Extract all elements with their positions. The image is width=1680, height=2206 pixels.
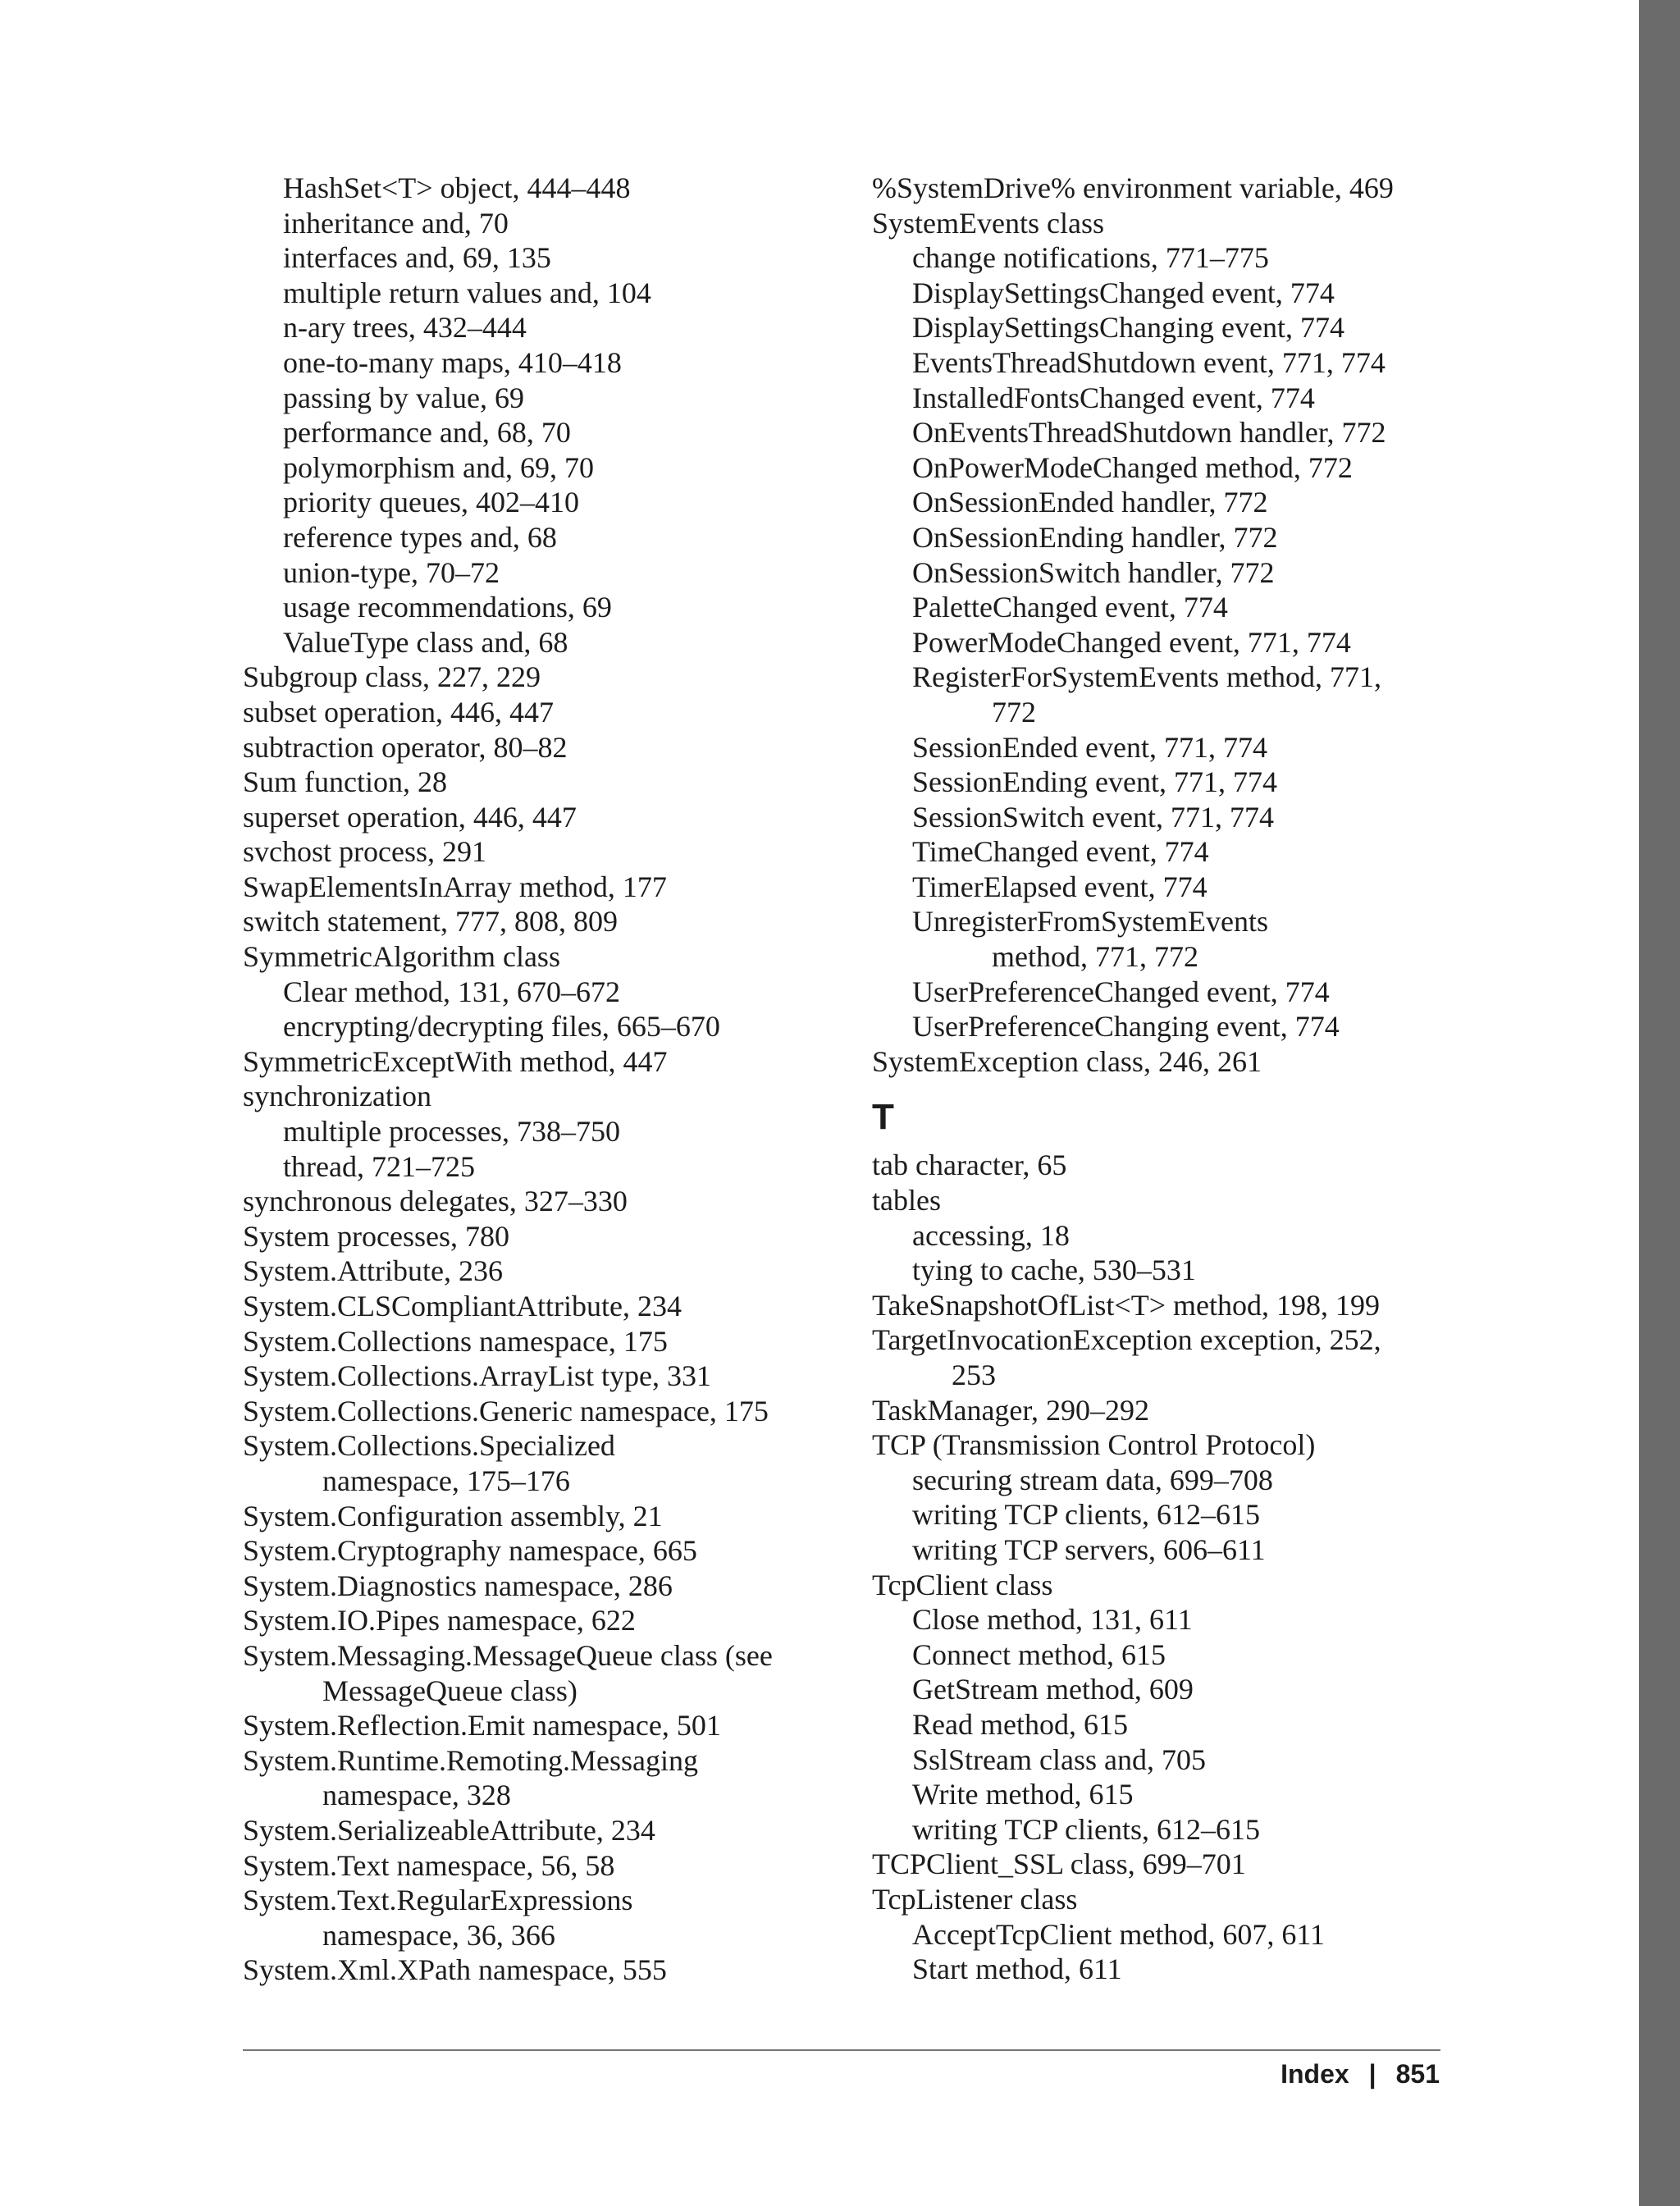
- index-entry-text: TcpClient class: [872, 1568, 1053, 1601]
- index-subentry: [872, 1602, 1471, 1637]
- index-entry: [243, 904, 842, 939]
- index-entry-text: OnSessionSwitch handler, 772: [912, 555, 1275, 589]
- index-entry-text: polymorphism and, 69, 70: [283, 450, 594, 484]
- index-entry: [872, 1148, 1471, 1183]
- index-entry-text: TargetInvocationException exception, 252,: [872, 1323, 1381, 1357]
- page-edge-tab: [1639, 0, 1680, 2206]
- index-subentry: [872, 730, 1471, 765]
- index-entry-continuation: 772: [992, 695, 1036, 728]
- index-entry-text: OnSessionEnded handler, 772: [912, 486, 1268, 519]
- index-subentry: [872, 1253, 1471, 1288]
- index-subentry: [872, 1672, 1471, 1707]
- index-entry-text: DisplaySettingsChanging event, 774: [912, 311, 1344, 345]
- index-entry: [243, 695, 842, 730]
- index-subentry: [872, 1009, 1471, 1044]
- index-entry-text: Sum function, 28: [243, 765, 447, 799]
- footer-section-label: Index: [1281, 2059, 1349, 2089]
- index-entry: [243, 1394, 842, 1429]
- index-entry-text: Write method, 615: [912, 1778, 1134, 1811]
- index-entry-text: interfaces and, 69, 135: [283, 241, 551, 275]
- index-subentry: [243, 1009, 842, 1044]
- index-entry-text: ValueType class and, 68: [283, 625, 568, 659]
- index-subentry: [243, 171, 842, 206]
- index-entry-text: TimeChanged event, 774: [912, 835, 1209, 869]
- index-entry-continuation: method, 771, 772: [992, 940, 1198, 974]
- index-entry-text: switch statement, 777, 808, 809: [243, 905, 618, 939]
- index-entry: [243, 1499, 842, 1534]
- index-entry-text: tables: [872, 1184, 941, 1217]
- index-subentry: [243, 206, 842, 241]
- index-entry: [872, 1288, 1471, 1323]
- index-entry-text: encrypting/decrypting files, 665–670: [283, 1010, 720, 1044]
- index-subentry: [872, 381, 1471, 416]
- index-subentry: [243, 1114, 842, 1149]
- index-entry: [243, 1079, 842, 1114]
- index-subentry: [872, 1777, 1471, 1812]
- index-entry: [243, 1603, 842, 1638]
- index-entry: [243, 1359, 842, 1394]
- index-column-right: [872, 171, 1471, 1987]
- index-entry: [243, 765, 842, 800]
- index-subentry: [243, 485, 842, 520]
- index-entry-text: System.Collections namespace, 175: [243, 1324, 668, 1358]
- index-subentry: [243, 450, 842, 486]
- index-subentry: [872, 590, 1471, 625]
- index-subentry: [872, 1952, 1471, 1987]
- index-entry: [872, 1183, 1471, 1218]
- index-subentry: [243, 590, 842, 625]
- index-entry-text: RegisterForSystemEvents method, 771,: [912, 660, 1381, 694]
- index-entry-text: SystemEvents class: [872, 206, 1104, 240]
- index-entry: [243, 1883, 842, 1953]
- index-subentry: [872, 1463, 1471, 1498]
- index-entry-text: SystemException class, 246, 261: [872, 1044, 1262, 1078]
- index-entry-text: System.Messaging.MessageQueue class (see: [243, 1638, 773, 1672]
- page-number: 851: [1395, 2059, 1440, 2089]
- index-entry-text: one-to-many maps, 410–418: [283, 345, 622, 379]
- index-entry-text: n-ary trees, 432–444: [283, 311, 527, 345]
- index-entry-continuation: 253: [952, 1359, 996, 1391]
- index-entry: [243, 1184, 842, 1219]
- index-entry-text: PaletteChanged event, 774: [912, 591, 1228, 624]
- index-entry-text: TCP (Transmission Control Protocol): [872, 1428, 1316, 1462]
- index-entry: [243, 1324, 842, 1359]
- index-entry: [243, 1254, 842, 1289]
- index-entry: [243, 730, 842, 765]
- index-entry-text: Read method, 615: [912, 1707, 1128, 1741]
- index-subentry: [872, 834, 1471, 870]
- index-entry-text: writing TCP clients, 612–615: [912, 1498, 1261, 1532]
- index-entry-text: DisplaySettingsChanged event, 774: [912, 276, 1335, 309]
- index-entry-text: System.IO.Pipes namespace, 622: [243, 1604, 636, 1637]
- index-entry: [243, 834, 842, 870]
- index-subentry: [243, 1149, 842, 1185]
- index-subentry: [872, 1637, 1471, 1673]
- index-entry-text: %SystemDrive% environment variable, 469: [872, 171, 1394, 204]
- index-entry-text: Start method, 611: [912, 1953, 1122, 1986]
- index-entry-text: UnregisterFromSystemEvents: [912, 905, 1268, 939]
- index-entry-text: TCPClient_SSL class, 699–701: [872, 1847, 1246, 1881]
- index-entry: [872, 1847, 1471, 1882]
- index-entry-text: HashSet<T> object, 444–448: [283, 171, 631, 204]
- index-subentry: [243, 975, 842, 1010]
- index-subentry: [872, 765, 1471, 800]
- index-entry: [243, 1708, 842, 1743]
- index-entry-continuation: namespace, 36, 366: [322, 1918, 555, 1952]
- index-entry-text: OnSessionEnding handler, 772: [912, 520, 1278, 554]
- index-entry-text: System.Collections.ArrayList type, 331: [243, 1359, 711, 1393]
- index-entry-text: System.Cryptography namespace, 665: [243, 1534, 697, 1568]
- index-entry-text: System.Xml.XPath namespace, 555: [243, 1953, 667, 1987]
- index-entry: [872, 1882, 1471, 1917]
- index-entry-text: Close method, 131, 611: [912, 1603, 1193, 1637]
- index-entry-text: TaskManager, 290–292: [872, 1393, 1149, 1427]
- index-entry: [243, 870, 842, 905]
- index-entry-text: System.Collections.Generic namespace, 175: [243, 1394, 769, 1427]
- index-subentry: [243, 625, 842, 660]
- index-entry-continuation: namespace, 175–176: [322, 1464, 570, 1497]
- index-subentry: [872, 1218, 1471, 1254]
- index-entry-text: OnEventsThreadShutdown handler, 772: [912, 416, 1386, 450]
- index-subentry: [243, 276, 842, 311]
- index-entry-text: subset operation, 446, 447: [243, 695, 554, 728]
- index-subentry: [243, 381, 842, 416]
- index-entry-text: synchronous delegates, 327–330: [243, 1185, 628, 1218]
- index-entry-text: union-type, 70–72: [283, 555, 500, 589]
- index-entry-text: UserPreferenceChanging event, 774: [912, 1010, 1340, 1044]
- index-subentry: [243, 310, 842, 345]
- index-subentry: [872, 660, 1471, 729]
- index-entry-text: Subgroup class, 227, 229: [243, 660, 541, 694]
- index-entry-text: superset operation, 446, 447: [243, 800, 577, 834]
- index-entry-text: SessionEnded event, 771, 774: [912, 730, 1267, 764]
- index-entry: [872, 1393, 1471, 1428]
- index-entry: [243, 1428, 842, 1498]
- index-entry: [872, 171, 1471, 206]
- index-entry-text: reference types and, 68: [283, 520, 557, 554]
- index-entry: [243, 1848, 842, 1884]
- index-entry-text: svchost process, 291: [243, 835, 486, 869]
- index-entry-text: subtraction operator, 80–82: [243, 730, 568, 764]
- index-entry-text: UserPreferenceChanged event, 774: [912, 975, 1330, 1008]
- index-entry-text: priority queues, 402–410: [283, 486, 579, 519]
- index-entry-text: tying to cache, 530–531: [912, 1254, 1196, 1287]
- index-entry: [243, 1289, 842, 1324]
- index-entry-text: System.SerializeableAttribute, 234: [243, 1813, 655, 1847]
- index-entry-text: GetStream method, 609: [912, 1673, 1194, 1706]
- index-entry-text: performance and, 68, 70: [283, 416, 571, 450]
- index-entry-text: System.Runtime.Remoting.Messaging: [243, 1743, 698, 1777]
- index-entry: [243, 660, 842, 695]
- index-entry: [243, 1743, 842, 1813]
- index-entry-continuation: MessageQueue class): [322, 1674, 578, 1707]
- index-entry-text: usage recommendations, 69: [283, 591, 612, 624]
- index-entry-text: multiple processes, 738–750: [283, 1115, 620, 1149]
- index-column-left: [243, 171, 842, 1988]
- index-entry-text: accessing, 18: [912, 1218, 1070, 1252]
- index-entry-text: InstalledFontsChanged event, 774: [912, 381, 1315, 414]
- index-subentry: [872, 625, 1471, 660]
- index-entry: [243, 939, 842, 975]
- index-subentry: [872, 276, 1471, 311]
- index-entry: [872, 1044, 1471, 1080]
- index-entry-text: synchronization: [243, 1080, 431, 1113]
- index-entry: [872, 1322, 1471, 1392]
- index-entry-text: System processes, 780: [243, 1219, 509, 1253]
- index-entry-text: EventsThreadShutdown event, 771, 774: [912, 345, 1386, 379]
- index-entry: [243, 1569, 842, 1604]
- index-subentry: [243, 415, 842, 450]
- index-subentry: [872, 520, 1471, 555]
- index-entry-text: securing stream data, 699–708: [912, 1463, 1273, 1496]
- index-entry: [872, 1568, 1471, 1603]
- index-entry-text: writing TCP servers, 606–611: [912, 1532, 1266, 1566]
- index-entry-text: System.Configuration assembly, 21: [243, 1499, 663, 1532]
- index-subentry: [872, 975, 1471, 1010]
- index-subentry: [872, 450, 1471, 486]
- index-entry: [872, 1427, 1471, 1463]
- index-subentry: [243, 520, 842, 555]
- index-subentry: [243, 240, 842, 276]
- index-entry-text: Clear method, 131, 670–672: [283, 975, 620, 1008]
- index-subentry: [872, 800, 1471, 835]
- index-entry-text: writing TCP clients, 612–615: [912, 1812, 1261, 1846]
- index-entry-text: OnPowerModeChanged method, 772: [912, 450, 1353, 484]
- index-subentry: [872, 1707, 1471, 1742]
- index-entry: [243, 1533, 842, 1569]
- page-footer: [1281, 2058, 1440, 2090]
- index-entry-text: tab character, 65: [872, 1149, 1067, 1182]
- index-subentry: [872, 1812, 1471, 1847]
- index-entry-text: TimerElapsed event, 774: [912, 870, 1208, 903]
- footer-separator: |: [1368, 2059, 1376, 2089]
- index-entry-text: AcceptTcpClient method, 607, 611: [912, 1917, 1326, 1951]
- index-entry-text: Connect method, 615: [912, 1637, 1166, 1671]
- index-entry-text: SslStream class and, 705: [912, 1742, 1206, 1776]
- index-entry-text: System.Text namespace, 56, 58: [243, 1848, 615, 1882]
- index-entry-text: SessionSwitch event, 771, 774: [912, 800, 1274, 834]
- index-entry: [243, 1953, 842, 1988]
- index-entry: [243, 800, 842, 835]
- index-subentry: [872, 485, 1471, 520]
- index-subentry: [872, 1742, 1471, 1778]
- index-entry-text: SymmetricAlgorithm class: [243, 940, 560, 974]
- index-entry-text: SymmetricExceptWith method, 447: [243, 1044, 668, 1078]
- index-entry-text: thread, 721–725: [283, 1149, 475, 1183]
- index-subentry: [872, 1532, 1471, 1568]
- index-subentry: [872, 415, 1471, 450]
- index-entry: [243, 1044, 842, 1080]
- index-entry-text: PowerModeChanged event, 771, 774: [912, 625, 1351, 659]
- index-subentry: [872, 1497, 1471, 1532]
- index-entry-text: System.CLSCompliantAttribute, 234: [243, 1290, 682, 1322]
- index-subentry: [243, 555, 842, 591]
- index-entry-text: passing by value, 69: [283, 381, 524, 414]
- index-subentry: [872, 555, 1471, 591]
- index-entry: [243, 1219, 842, 1254]
- index-letter-heading: T: [872, 1097, 894, 1138]
- index-entry-continuation: namespace, 328: [322, 1779, 511, 1812]
- index-entry: [872, 206, 1471, 241]
- index-entry-text: System.Collections.Specialized: [243, 1429, 615, 1463]
- index-subentry: [872, 240, 1471, 276]
- index-subentry: [243, 345, 842, 381]
- index-entry-text: SwapElementsInArray method, 177: [243, 870, 667, 903]
- index-subentry: [872, 1917, 1471, 1953]
- index-entry-text: change notifications, 771–775: [912, 241, 1269, 275]
- index-entry-text: SessionEnding event, 771, 774: [912, 765, 1277, 799]
- index-entry: [243, 1638, 842, 1708]
- index-subentry: [872, 870, 1471, 905]
- index-entry: [243, 1813, 842, 1848]
- footer-rule: [243, 2049, 1440, 2051]
- index-entry-text: TcpListener class: [872, 1882, 1078, 1916]
- index-entry-text: System.Text.RegularExpressions: [243, 1884, 633, 1917]
- index-subentry: [872, 345, 1471, 381]
- index-entry-text: System.Reflection.Emit namespace, 501: [243, 1709, 721, 1742]
- index-entry-text: TakeSnapshotOfList<T> method, 198, 199: [872, 1288, 1381, 1322]
- index-subentry: [872, 904, 1471, 974]
- index-entry-text: System.Attribute, 236: [243, 1254, 503, 1288]
- index-subentry: [872, 310, 1471, 345]
- index-entry-text: multiple return values and, 104: [283, 276, 651, 309]
- index-entry-text: inheritance and, 70: [283, 206, 509, 240]
- index-entry-text: System.Diagnostics namespace, 286: [243, 1569, 673, 1602]
